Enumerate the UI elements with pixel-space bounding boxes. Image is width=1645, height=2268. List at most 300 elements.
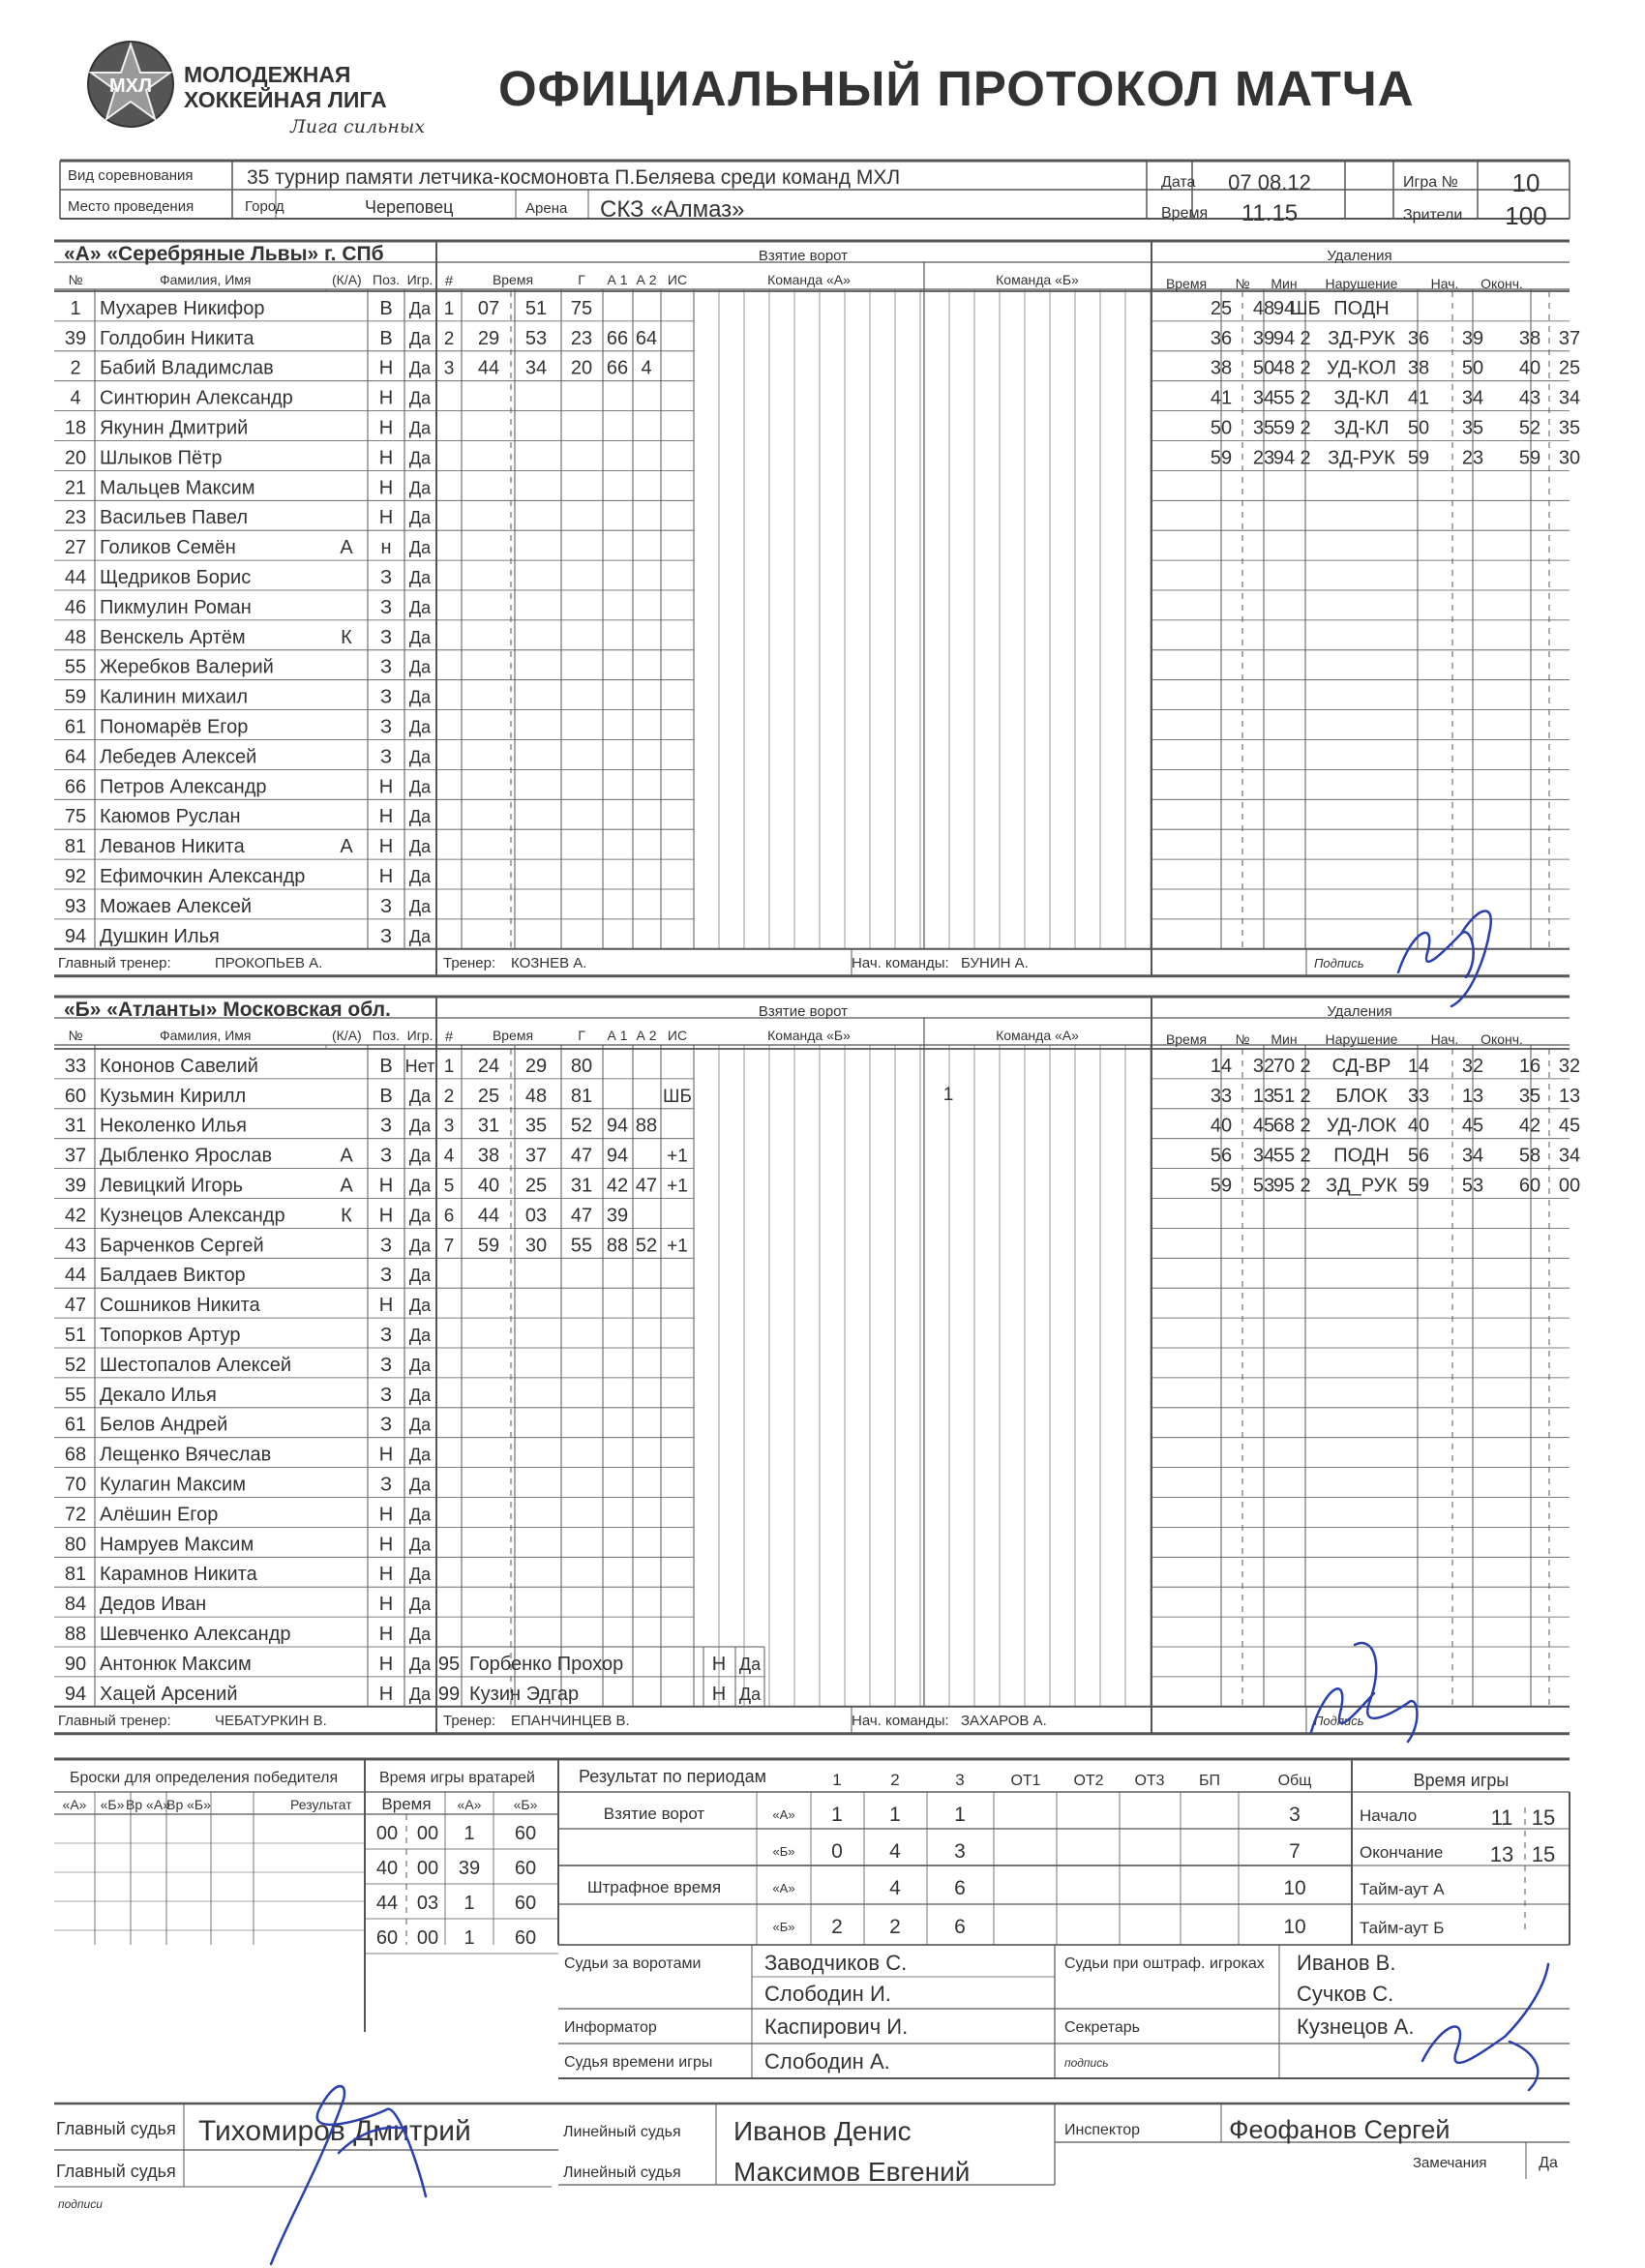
- player-number: 94: [64, 925, 87, 947]
- period-col: ОТ3: [1134, 1773, 1165, 1789]
- team-chief-label: Нач. команды:: [852, 1712, 949, 1729]
- player-number: 51: [64, 1325, 87, 1346]
- goalie-second: 03: [416, 1893, 439, 1914]
- player-position: Н: [378, 836, 394, 858]
- player-played: Да: [408, 1266, 432, 1286]
- goal-minute: 29: [477, 327, 500, 349]
- timekeeper-label: Судья времени игры: [564, 2054, 713, 2071]
- team-row-label: «А»: [772, 1881, 795, 1895]
- goal-second: 53: [524, 327, 548, 349]
- player-played: Да: [408, 388, 432, 408]
- goal-assist1: 42: [606, 1175, 629, 1197]
- goal-situation: +1: [667, 1236, 688, 1257]
- player-name: Шевченко Александр: [100, 1624, 291, 1645]
- pen-second: 34: [1252, 1145, 1275, 1167]
- player-name: Левицкий Игорь: [100, 1175, 244, 1197]
- player-name: Балдаев Виктор: [100, 1265, 246, 1287]
- player-position: Н: [378, 507, 394, 529]
- player-number: 90: [64, 1653, 87, 1675]
- player-name: Синтюрин Александр: [100, 387, 293, 409]
- goal-number: 4: [443, 1146, 455, 1167]
- player-played: Да: [408, 1625, 432, 1644]
- pen-minutes: 2: [1300, 417, 1311, 439]
- player-role: К: [341, 1205, 352, 1227]
- pen-end-sec: 30: [1558, 447, 1581, 469]
- pen-minute: 33: [1210, 1085, 1233, 1107]
- player-played: Да: [408, 568, 432, 587]
- pen-player: 94: [1272, 327, 1296, 349]
- end-minute: 13: [1489, 1842, 1514, 1866]
- period-value: 10: [1283, 1916, 1306, 1938]
- period-value: 10: [1283, 1877, 1306, 1899]
- player-name: Пикмулин Роман: [100, 596, 252, 618]
- player-number: 44: [64, 567, 87, 588]
- player-position: Н: [378, 1683, 394, 1705]
- period-value: 1: [954, 1804, 966, 1826]
- player-position: З: [379, 626, 393, 648]
- pen-minute: 40: [1210, 1115, 1233, 1137]
- col-goal-scorer: Г: [578, 1028, 585, 1043]
- pen-second: 35: [1252, 417, 1275, 439]
- col-team-first: Команда «Б»: [767, 1028, 851, 1043]
- player-number: 61: [64, 716, 87, 738]
- player-played: Да: [408, 1654, 432, 1674]
- pen-minutes: 2: [1300, 387, 1311, 409]
- col-assist1: А 1: [607, 272, 628, 287]
- goal-scorer: 23: [570, 327, 593, 349]
- period-value: 6: [954, 1877, 966, 1899]
- player-played: Да: [408, 687, 432, 707]
- player-played: Нет: [404, 1056, 435, 1076]
- goal-number: 2: [443, 1086, 455, 1107]
- team-mark: 1: [942, 1085, 954, 1105]
- player-played: Да: [408, 1296, 432, 1316]
- city-value: Череповец: [365, 197, 454, 217]
- pen-player: 59: [1272, 417, 1296, 439]
- col-igr: Игр.: [406, 272, 434, 287]
- team-chief-label: Нач. команды:: [852, 954, 949, 971]
- goal-judge-2: Слободин И.: [764, 1982, 891, 2006]
- pen-end-sec: 34: [1558, 387, 1581, 409]
- col-pen-end: Оконч.: [1480, 1031, 1523, 1047]
- player-position: З: [379, 895, 393, 917]
- player-number: 66: [64, 776, 87, 798]
- coach-signature-a: [1398, 910, 1491, 1006]
- player-name: Антонюк Максим: [100, 1653, 252, 1675]
- city-label: Город: [245, 198, 284, 215]
- player-played: Да: [408, 627, 432, 647]
- player-played: Да: [408, 358, 432, 378]
- goal-minute: 24: [477, 1055, 500, 1077]
- goalie-minute: 60: [375, 1927, 399, 1949]
- pen-start-sec: 53: [1461, 1175, 1484, 1197]
- coach-label: Тренер:: [443, 954, 496, 971]
- player-played: Да: [408, 1445, 432, 1465]
- goalie-b-minutes: 60: [514, 1927, 537, 1949]
- goals-header: Взятие ворот: [758, 1003, 849, 1020]
- player-played: Да: [408, 1116, 432, 1136]
- player-name: Можаев Алексей: [100, 895, 252, 917]
- goal-second: 48: [524, 1085, 548, 1107]
- player-number: 95: [437, 1654, 461, 1675]
- pen-end-sec: 25: [1558, 357, 1581, 379]
- player-number: 59: [64, 686, 87, 708]
- player-name: Голиков Семён: [100, 537, 236, 559]
- arena-label: Арена: [525, 200, 568, 217]
- pen-infraction: БЛОК: [1335, 1085, 1388, 1107]
- player-position: З: [379, 686, 393, 708]
- pen-start-min: 36: [1407, 327, 1430, 349]
- player-position: Н: [378, 1624, 394, 1645]
- col-pen-end: Оконч.: [1480, 276, 1523, 291]
- period-col: 1: [832, 1771, 842, 1789]
- pen-player: 94: [1272, 447, 1296, 469]
- pen-start-min: 40: [1407, 1115, 1430, 1137]
- player-played: Да: [408, 478, 432, 498]
- team-chief-value: ЗАХАРОВ А.: [961, 1712, 1047, 1729]
- col-num: №: [68, 272, 83, 287]
- league-slogan: Лига сильных: [290, 116, 426, 137]
- goal-scorer: 75: [570, 297, 593, 319]
- player-number: 47: [64, 1295, 87, 1317]
- player-name: Кузин Эдгар: [469, 1683, 580, 1705]
- pen-end-min: 59: [1518, 447, 1541, 469]
- pen-start-min: 56: [1407, 1145, 1430, 1167]
- pen-minute: 56: [1210, 1145, 1233, 1167]
- player-position: Н: [378, 1444, 394, 1466]
- informator-label: Информатор: [564, 2019, 657, 2036]
- player-number: 60: [64, 1085, 87, 1107]
- player-position: В: [379, 1055, 393, 1077]
- player-name: Намруев Максим: [100, 1534, 254, 1556]
- player-role: К: [341, 626, 352, 648]
- pen-player: 94: [1272, 297, 1296, 319]
- shootout-title: Броски для определения победителя: [70, 1770, 339, 1786]
- pen-infraction: ПОДН: [1333, 1145, 1390, 1167]
- player-name: Каюмов Руслан: [100, 806, 241, 828]
- col-pen-infraction: Нарушение: [1325, 276, 1398, 291]
- pen-player: 70: [1272, 1055, 1296, 1077]
- period-col: 2: [890, 1771, 900, 1789]
- team-title: «А» «Серебряные Львы» г. СПб: [64, 243, 384, 265]
- player-position: В: [379, 327, 393, 349]
- goal-second: 35: [524, 1115, 548, 1137]
- goal-number: 7: [443, 1236, 455, 1257]
- pen-infraction: ЗД-РУК: [1328, 327, 1395, 349]
- col-pen-min: Мин: [1271, 1031, 1298, 1047]
- pen-second: 45: [1252, 1115, 1275, 1137]
- goal-number: 5: [443, 1176, 455, 1197]
- league-name-line2: ХОККЕЙНАЯ ЛИГА: [184, 87, 387, 112]
- player-played: Да: [408, 896, 432, 916]
- coach-value: КОЗНЕВ А.: [511, 954, 587, 971]
- pen-end-min: 58: [1518, 1145, 1541, 1167]
- col-team-second: Команда «А»: [996, 1028, 1079, 1043]
- player-position: Н: [378, 866, 394, 887]
- player-number: 37: [64, 1145, 87, 1167]
- player-name: Жеребков Валерий: [100, 656, 274, 678]
- pen-player: 95: [1272, 1175, 1296, 1197]
- coach-label: Тренер:: [443, 1712, 496, 1729]
- player-played: Да: [408, 448, 432, 468]
- pen-player: 55: [1272, 1145, 1296, 1167]
- shootout-col: Вр «Б»: [166, 1797, 211, 1812]
- goal-number: 2: [443, 328, 455, 349]
- referee-1: Тихомиров Дмитрий: [198, 2115, 471, 2147]
- player-played: Да: [408, 1535, 432, 1555]
- col-num: №: [68, 1028, 83, 1043]
- goal-minute: 44: [477, 1205, 500, 1227]
- pen-infraction: ЗД-РУК: [1328, 447, 1395, 469]
- goal-second: 34: [524, 357, 548, 379]
- player-played: Да: [408, 538, 432, 558]
- pen-start-sec: 23: [1461, 447, 1484, 469]
- player-name: Мухарев Никифор: [100, 297, 265, 319]
- venue-label: Место проведения: [68, 198, 194, 215]
- pen-minute: 36: [1210, 327, 1233, 349]
- goal-assist1: 66: [606, 327, 629, 349]
- pen-end-min: 52: [1518, 417, 1541, 439]
- signatures-label: подписи: [58, 2197, 103, 2211]
- player-position: Н: [378, 776, 394, 798]
- player-position: Н: [378, 447, 394, 469]
- pen-end-sec: 37: [1558, 327, 1581, 349]
- pen-minute: 38: [1210, 357, 1233, 379]
- goalie-minute: 44: [375, 1893, 399, 1914]
- head-coach-value: ПРОКОПЬЕВ А.: [215, 954, 323, 971]
- pen-end-sec: 35: [1558, 417, 1581, 439]
- shootout-col: «Б»: [100, 1797, 125, 1812]
- pen-second: 34: [1252, 387, 1275, 409]
- player-number: 64: [64, 746, 87, 768]
- pen-start-min: 14: [1407, 1055, 1430, 1077]
- goal-minute: 44: [477, 357, 500, 379]
- team-title: «Б» «Атланты» Московская обл.: [64, 999, 391, 1021]
- period-col: БП: [1199, 1773, 1220, 1789]
- player-number: 46: [64, 596, 87, 618]
- period-col: ОТ2: [1073, 1773, 1104, 1789]
- player-name: Топорков Артур: [100, 1325, 241, 1346]
- pen-start-min: 59: [1407, 447, 1430, 469]
- player-played: Да: [408, 1326, 432, 1345]
- player-position: З: [379, 746, 393, 768]
- remarks-label: Замечания: [1413, 2155, 1487, 2171]
- player-role: А: [340, 537, 353, 559]
- start-minute: 11: [1490, 1805, 1513, 1830]
- player-played: Да: [408, 1385, 432, 1405]
- player-position: Н: [378, 1175, 394, 1197]
- player-played: Да: [408, 508, 432, 528]
- date-value: 07 08.12: [1228, 170, 1311, 194]
- pen-infraction: ЗД-КЛ: [1333, 387, 1390, 409]
- player-role: А: [340, 1175, 353, 1197]
- pen-end-sec: 32: [1558, 1055, 1581, 1077]
- col-pen-min: Мин: [1271, 276, 1298, 291]
- period-value: 0: [831, 1840, 843, 1863]
- player-position: Н: [378, 1534, 394, 1556]
- shootout-col: Вр «А»: [126, 1797, 170, 1812]
- game-value: 10: [1511, 168, 1540, 197]
- col-assist2: А 2: [636, 1028, 657, 1043]
- player-number: 55: [64, 656, 87, 678]
- goal-scorer: 81: [570, 1085, 593, 1107]
- pen-minutes: 2: [1300, 357, 1311, 379]
- player-name: Пономарёв Егор: [100, 716, 249, 738]
- player-number: 42: [64, 1205, 87, 1227]
- period-value: 2: [831, 1916, 843, 1938]
- player-name: Лебедев Алексей: [100, 746, 257, 768]
- goal-situation: +1: [667, 1176, 688, 1197]
- referee-label: Главный судья: [56, 2119, 176, 2138]
- player-position: Н: [378, 417, 394, 439]
- viewers-label: Зрители: [1403, 207, 1463, 224]
- player-number: 2: [70, 357, 81, 379]
- pen-end-min: 16: [1518, 1055, 1541, 1077]
- col-ka: (К/А): [332, 272, 362, 287]
- timeout-b-label: Тайм-аут Б: [1360, 1919, 1445, 1937]
- player-name: Кононов Савелий: [100, 1055, 258, 1077]
- league-name-line1: МОЛОДЕЖНАЯ: [184, 62, 351, 87]
- goalie-b-minutes: 60: [514, 1823, 537, 1844]
- player-name: Карамнов Никита: [100, 1564, 257, 1586]
- pen-start-sec: 34: [1461, 1145, 1484, 1167]
- team-chief-value: БУНИН А.: [961, 954, 1029, 971]
- player-played: Да: [408, 777, 432, 797]
- player-position: З: [379, 1145, 393, 1167]
- player-name: Шестопалов Алексей: [100, 1354, 292, 1376]
- player-number: 55: [64, 1384, 87, 1406]
- linesman-label-2: Линейный судья: [563, 2164, 681, 2181]
- pen-end-min: 60: [1518, 1175, 1541, 1197]
- pen-minutes: 2: [1300, 1115, 1311, 1137]
- player-played: Да: [408, 837, 432, 857]
- signature-label: Подпись: [1314, 955, 1364, 970]
- goal-minute: 59: [477, 1235, 500, 1257]
- player-played: Да: [408, 1415, 432, 1435]
- player-position: Н: [711, 1683, 727, 1705]
- pen-start-sec: 34: [1461, 387, 1484, 409]
- player-position: З: [379, 1474, 393, 1496]
- player-number: 18: [64, 417, 87, 439]
- pen-start-sec: 45: [1461, 1115, 1484, 1137]
- player-number: 84: [64, 1594, 87, 1616]
- goalie-minute: 00: [375, 1823, 399, 1844]
- pen-minute: 59: [1210, 447, 1233, 469]
- start-label: Начало: [1360, 1806, 1418, 1825]
- page-title: ОФИЦИАЛЬНЫЙ ПРОТОКОЛ МАТЧА: [498, 61, 1415, 116]
- goal-scorer: 47: [570, 1205, 593, 1227]
- player-name: Неколенко Илья: [100, 1115, 248, 1137]
- period-value: 4: [889, 1877, 901, 1899]
- player-position: З: [379, 596, 393, 618]
- player-number: 1: [70, 297, 81, 319]
- goal-judge-1: Заводчиков С.: [764, 1951, 908, 1975]
- player-number: 80: [64, 1534, 87, 1556]
- player-name: Мальцев Максим: [100, 477, 255, 499]
- goal-scorer: 20: [570, 357, 593, 379]
- player-position: н: [380, 537, 392, 559]
- player-number: 43: [64, 1235, 87, 1257]
- player-position: З: [379, 1115, 393, 1137]
- player-name: Душкин Илья: [100, 925, 220, 947]
- goalie-second: 00: [416, 1858, 439, 1879]
- player-number: 70: [64, 1474, 87, 1496]
- player-name: Декало Илья: [100, 1384, 217, 1406]
- col-poz: Поз.: [373, 1028, 400, 1043]
- player-number: 23: [64, 507, 87, 529]
- pen-infraction: ПОДН: [1333, 297, 1390, 319]
- period-value: 4: [889, 1840, 901, 1863]
- goal-minute: 07: [477, 297, 500, 319]
- pen-start-min: 59: [1407, 1175, 1430, 1197]
- referee-signature: [271, 2086, 426, 2264]
- col-name: Фамилия, Имя: [160, 1028, 252, 1043]
- goalie-col-time: Время: [381, 1795, 432, 1813]
- player-name: Кулагин Максим: [100, 1474, 246, 1496]
- viewers-value: 100: [1505, 201, 1547, 230]
- pen-start-sec: 35: [1461, 417, 1484, 439]
- goal-assist1: 66: [606, 357, 629, 379]
- col-igr: Игр.: [406, 1028, 434, 1043]
- pen-second: 53: [1252, 1175, 1275, 1197]
- pen-minute: 14: [1210, 1055, 1233, 1077]
- pen-infraction: СД-ВР: [1331, 1055, 1391, 1077]
- pen-minutes: 2: [1300, 1175, 1311, 1197]
- pen-start-min: 38: [1407, 357, 1430, 379]
- player-name: Сошников Никита: [100, 1295, 260, 1317]
- sign-label: подпись: [1064, 2056, 1109, 2070]
- arena-value: СКЗ «Алмаз»: [600, 196, 745, 223]
- player-number: 48: [64, 626, 87, 648]
- player-name: Дедов Иван: [100, 1594, 207, 1616]
- goalie-b-minutes: 60: [514, 1893, 537, 1914]
- goal-scorer: 80: [570, 1055, 593, 1077]
- player-number: 94: [64, 1683, 87, 1705]
- goal-situation: +1: [667, 1146, 688, 1167]
- pen-minutes: 2: [1300, 1055, 1311, 1077]
- goal-second: 30: [524, 1235, 548, 1257]
- goal-assist2: 47: [635, 1175, 658, 1197]
- col-goal-time: Время: [492, 1028, 534, 1043]
- secretary-label: Секретарь: [1064, 2019, 1140, 2036]
- player-played: Да: [408, 1595, 432, 1615]
- player-name: Петров Александр: [100, 776, 267, 798]
- pen-player: 51: [1272, 1085, 1296, 1107]
- player-number: 68: [64, 1444, 87, 1466]
- goal-second: 37: [524, 1145, 548, 1167]
- player-position: Н: [378, 1564, 394, 1586]
- team-row-label: «Б»: [772, 1844, 795, 1859]
- player-played: Да: [408, 1086, 432, 1106]
- goalie-col-b: «Б»: [513, 1797, 538, 1812]
- player-position: З: [379, 1235, 393, 1257]
- player-number: 81: [64, 836, 87, 858]
- goals-header: Взятие ворот: [758, 248, 849, 264]
- signature-label: Подпись: [1314, 1713, 1364, 1728]
- player-name: Кузьмин Кирилл: [100, 1085, 247, 1107]
- secretary-value: Кузнецов А.: [1297, 2014, 1415, 2039]
- goal-assist2: 4: [641, 357, 652, 379]
- player-number: 33: [64, 1055, 87, 1077]
- player-played: Да: [408, 1176, 432, 1196]
- col-poz: Поз.: [373, 272, 400, 287]
- period-value: 3: [1289, 1804, 1301, 1826]
- col-pen-infraction: Нарушение: [1325, 1031, 1398, 1047]
- col-assist1: А 1: [607, 1028, 628, 1043]
- player-name: Кузнецов Александр: [100, 1205, 285, 1227]
- timekeeper-value: Слободин А.: [764, 2049, 890, 2074]
- player-position: З: [379, 1325, 393, 1346]
